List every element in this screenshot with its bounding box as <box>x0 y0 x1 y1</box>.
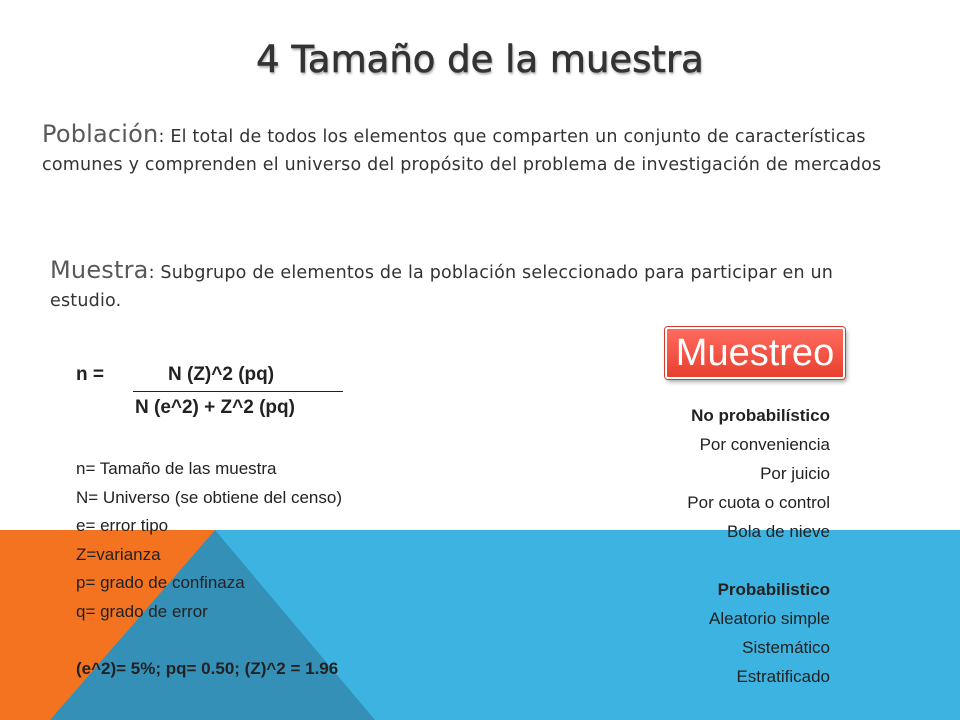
muestreo-badge: Muestreo <box>665 327 845 379</box>
method-item: Estratificado <box>736 667 830 686</box>
probabilistico-heading: Probabilistico <box>717 580 830 599</box>
poblacion-text: : El total de todos los elementos que comparten un conjunto de características comunes y comprenden el universo del propósito del problema de investigación de mercados <box>42 127 882 175</box>
variable-definitions <box>76 455 342 683</box>
variable-item: q= grado de error <box>76 601 208 621</box>
sampling-methods <box>687 401 830 691</box>
method-item: Por juicio <box>760 464 830 483</box>
spacer <box>687 546 830 575</box>
formula-lhs: n = <box>76 364 104 385</box>
variable-item: p= grado de confinaza <box>76 573 245 592</box>
method-item: Bola de nieve <box>726 522 830 541</box>
formula-denominator: N (e^2) + Z^2 (pq) <box>135 397 295 418</box>
poblacion-definition <box>42 120 922 179</box>
variable-item: Z=varianza <box>76 544 161 564</box>
poblacion-term: Población <box>42 120 159 148</box>
variable-item: e= error tipo <box>76 516 169 535</box>
spacer <box>76 626 342 655</box>
muestra-text: : Subgrupo de elementos de la población seleccionado para participar en un estudio. <box>50 263 834 311</box>
method-item: Por conveniencia <box>699 435 830 454</box>
variable-item: N= Universo (se obtiene del censo) <box>76 487 342 507</box>
formula-numerator: N (Z)^2 (pq) <box>168 364 275 385</box>
method-item: Por cuota o control <box>687 493 830 512</box>
slide-title: 4 Tamaño de la muestra <box>256 38 704 81</box>
method-item: Aleatorio simple <box>709 609 830 628</box>
no-probabilistico-heading: No probabilístico <box>691 406 830 425</box>
method-item: Sistemático <box>742 638 830 657</box>
muestra-definition <box>50 256 900 315</box>
variable-item: n= Tamaño de las muestra <box>76 459 277 478</box>
muestra-term: Muestra <box>50 256 149 284</box>
fraction-bar <box>133 391 343 392</box>
values-line: (e^2)= 5%; pq= 0.50; (Z)^2 = 1.96 <box>76 658 339 678</box>
